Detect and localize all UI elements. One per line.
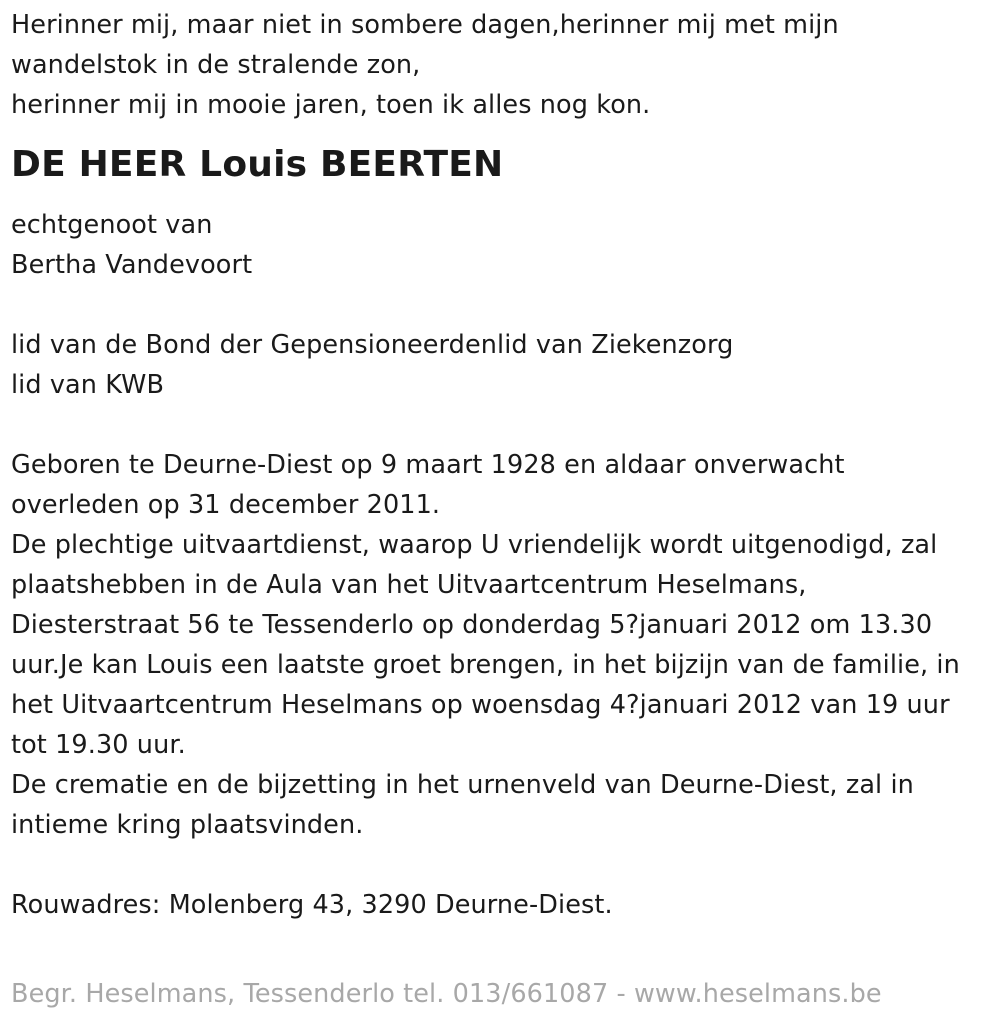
announcement-line: Geboren te Deurne-Diest op 9 maart 1928 en aldaar onverwacht [11,450,845,480]
spacer [11,285,996,325]
mourning-address: Rouwadres: Molenberg 43, 3290 Deurne-Diest. [11,890,613,920]
deceased-name: DE HEER Louis BEERTEN [11,144,504,185]
announcement-line: De plechtige uitvaartdienst, waarop U vriendelijk wordt uitgenodigd, zal [11,530,938,560]
announcement-line: uur.Je kan Louis een laatste groet brengen, in het bijzijn van de familie, in [11,650,960,680]
announcement [11,445,996,845]
funeral-home-footer: Begr. Heselmans, Tessenderlo tel. 013/661087 - www.heselmans.be [11,979,882,1009]
membership-line: lid van de Bond der Gepensioneerdenlid van Ziekenzorg [11,330,734,360]
membership-line: lid van KWB [11,370,165,400]
poem [11,5,996,125]
spouse-info [11,205,996,285]
announcement-line: plaatshebben in de Aula van het Uitvaartcentrum Heselmans, [11,570,807,600]
spacer [11,405,996,445]
spouse-label: echtgenoot van [11,210,213,240]
announcement-line: Diesterstraat 56 te Tessenderlo op donderdag 5?januari 2012 om 13.30 [11,610,933,640]
death-notice [11,5,996,925]
announcement-line: overleden op 31 december 2011. [11,490,441,520]
spouse-name: Bertha Vandevoort [11,250,253,280]
poem-line: wandelstok in de stralende zon, [11,50,421,80]
announcement-line: tot 19.30 uur. [11,730,186,760]
announcement-line: het Uitvaartcentrum Heselmans op woensdag 4?januari 2012 van 19 uur [11,690,950,720]
memberships [11,325,996,405]
announcement-line: De crematie en de bijzetting in het urnenveld van Deurne-Diest, zal in [11,770,914,800]
spacer [11,845,996,885]
poem-line: herinner mij in mooie jaren, toen ik alles nog kon. [11,90,651,120]
poem-line: Herinner mij, maar niet in sombere dagen,herinner mij met mijn [11,10,839,40]
announcement-line: intieme kring plaatsvinden. [11,810,364,840]
